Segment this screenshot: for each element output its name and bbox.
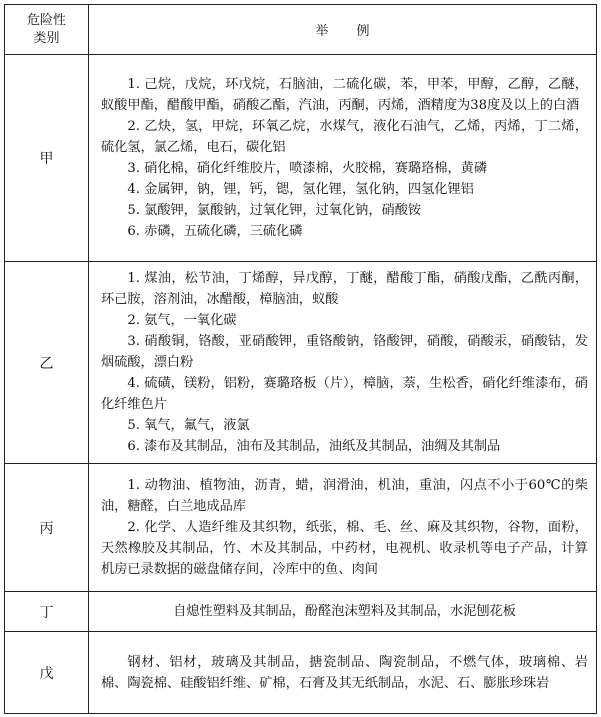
header-examples-char2: 例 <box>356 24 370 39</box>
example-item: 4. 硫磺，镁粉，铝粉，赛璐珞板（片），樟脑，萘，生松香，硝化纤维漆布，硝化纤维色片 <box>101 376 588 412</box>
table-row <box>5 55 597 262</box>
example-item: 自熄性塑料及其制品，酚醛泡沫塑料及其制品，水泥刨花板 <box>173 604 516 619</box>
hazard-classification-table <box>4 4 597 714</box>
example-item: 5. 氯酸钾，氯酸钠，过氧化钾，过氧化钠，硝酸铵 <box>127 203 422 218</box>
examples-cell <box>89 464 597 592</box>
table-row <box>5 592 597 632</box>
example-item: 5. 氧气，氟气，液氯 <box>127 418 250 433</box>
header-category-line2: 类别 <box>33 30 60 46</box>
table-header-row <box>5 5 597 55</box>
example-item: 2. 氨气，一氧化碳 <box>127 313 237 328</box>
category-cell: 乙 <box>5 262 89 464</box>
header-examples <box>89 5 597 55</box>
example-item: 1. 己烷，戊烷，环戊烷，石脑油，二硫化碳，苯，甲苯，甲醇，乙醇，乙醚，蚁酸甲酯，醋酸甲酯，硝酸乙酯，汽油，丙酮，丙烯，酒精度为38度及以上的白酒 <box>101 77 588 113</box>
category-cell: 戊 <box>5 632 89 714</box>
example-item: 钢材、铝材，玻璃及其制品，搪瓷制品、陶瓷制品，不燃气体，玻璃棉、岩棉、陶瓷棉、硅酸铝纤维、矿棉，石膏及其无纸制品，水泥、石、膨胀珍珠岩 <box>101 654 588 691</box>
example-item: 2. 乙炔，氢，甲烷，环氧乙烷，水煤气，液化石油气，乙烯，丙烯，丁二烯，硫化氢，氯乙烯，电石，碳化铝 <box>101 119 588 155</box>
example-item: 2. 化学、人造纤维及其织物，纸张，棉、毛、丝、麻及其织物，谷物，面粉，天然橡胶及其制品，竹、木及其制品，中药材，电视机、收录机等电子产品，计算机房已录数据的磁盘储存间，冷库中的鱼、肉间 <box>101 520 588 577</box>
example-item: 4. 金属钾，钠，锂，钙，锶，氢化锂，氢化钠，四氢化锂铝 <box>127 182 474 197</box>
table-row <box>5 632 597 714</box>
examples-cell <box>89 55 597 262</box>
example-item: 1. 煤油，松节油，丁烯醇，异戊醇，丁醚，醋酸丁酯，硝酸戊酯，乙酰丙酮，环己胺，溶剂油，冰醋酸，樟脑油，蚁酸 <box>101 271 588 307</box>
header-category <box>5 5 89 55</box>
table-row <box>5 464 597 592</box>
examples-cell <box>89 592 597 632</box>
header-category-line1: 危险性 <box>26 12 66 28</box>
category-cell: 丁 <box>5 592 89 632</box>
example-item: 1. 动物油、植物油，沥青，蜡，润滑油，机油，重油，闪点不小于60℃的柴油，糖醛，白兰地成品库 <box>101 478 588 514</box>
examples-cell <box>89 262 597 464</box>
examples-cell <box>89 632 597 714</box>
example-item: 6. 漆布及其制品，油布及其制品，油纸及其制品，油绸及其制品 <box>127 439 501 454</box>
header-examples-char1: 举 <box>315 24 329 39</box>
example-item: 3. 硝化棉，硝化纤维胶片，喷漆棉，火胶棉，赛璐珞棉，黄磷 <box>127 161 488 176</box>
category-cell: 丙 <box>5 464 89 592</box>
example-item: 3. 硝酸铜，铬酸，亚硝酸钾，重铬酸钠，铬酸钾，硝酸，硝酸汞，硝酸钴，发烟硫酸，漂白粉 <box>101 334 588 370</box>
table-row <box>5 262 597 464</box>
category-cell: 甲 <box>5 55 89 262</box>
example-item: 6. 赤磷，五硫化磷，三硫化磷 <box>127 224 303 239</box>
